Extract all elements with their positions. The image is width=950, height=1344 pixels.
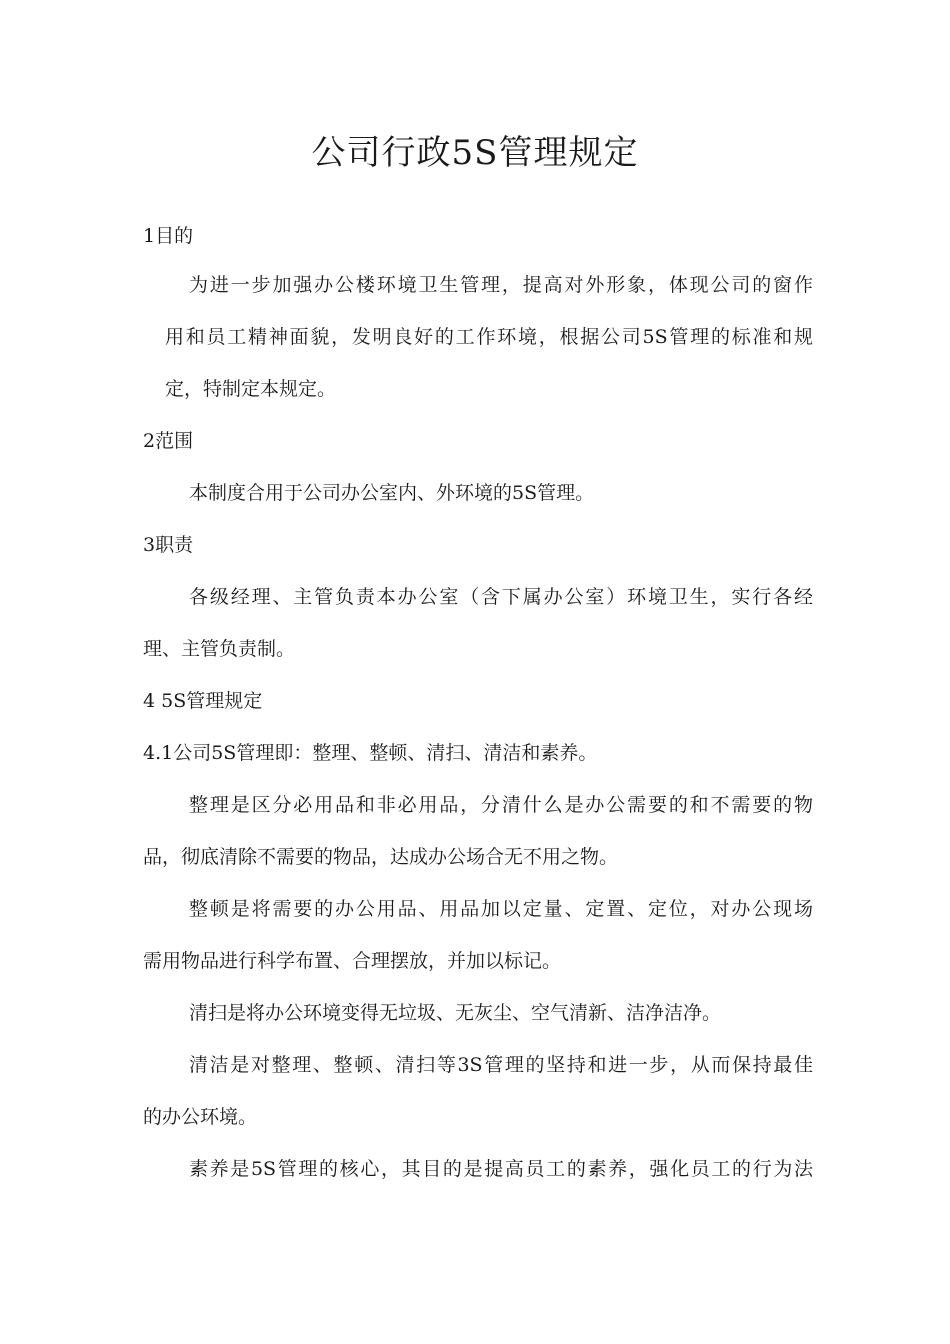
page-title: 公司行政5S管理规定	[311, 133, 639, 173]
paragraph-line: 各级经理、主管负责本办公室（含下属办公室）环境卫生，实行各经	[189, 586, 813, 608]
paragraph-line: 整顿是将需要的办公用品、用品加以定量、定置、定位，对办公现场	[189, 898, 813, 920]
section-heading-purpose: 1目的	[143, 225, 194, 247]
paragraph-line: 素养是5S管理的核心，其目的是提高员工的素养，强化员工的行为法	[189, 1158, 813, 1180]
paragraph-line: 定，特制定本规定。	[165, 378, 337, 400]
section-heading-scope: 2范围	[143, 430, 194, 452]
paragraph-line: 为进一步加强办公楼环境卫生管理，提高对外形象，体现公司的窗作	[189, 274, 813, 296]
paragraph-line: 清洁是对整理、整顿、清扫等3S管理的坚持和进一步，从而保持最佳	[189, 1054, 813, 1076]
section-heading-responsibility: 3职责	[143, 534, 194, 556]
subsection-heading: 4.1公司5S管理即：整理、整顿、清扫、清洁和素养。	[143, 742, 598, 764]
paragraph-line: 整理是区分必用品和非必用品，分清什么是办公需要的和不需要的物	[189, 794, 813, 816]
paragraph-line: 品，彻底清除不需要的物品，达成办公场合无不用之物。	[143, 846, 619, 868]
paragraph-line: 本制度合用于公司办公室内、外环境的5S管理。	[189, 482, 595, 504]
paragraph-line: 理、主管负责制。	[143, 638, 296, 660]
paragraph-line: 的办公环境。	[143, 1106, 258, 1128]
paragraph-line: 需用物品进行科学布置、合理摆放，并加以标记。	[143, 950, 562, 972]
paragraph-line: 用和员工精神面貌，发明良好的工作环境，根据公司5S管理的标准和规	[165, 326, 813, 348]
paragraph-line: 清扫是将办公环境变得无垃圾、无灰尘、空气清新、洁净洁净。	[189, 1002, 722, 1024]
section-heading-5s-rules: 4 5S管理规定	[143, 690, 263, 712]
